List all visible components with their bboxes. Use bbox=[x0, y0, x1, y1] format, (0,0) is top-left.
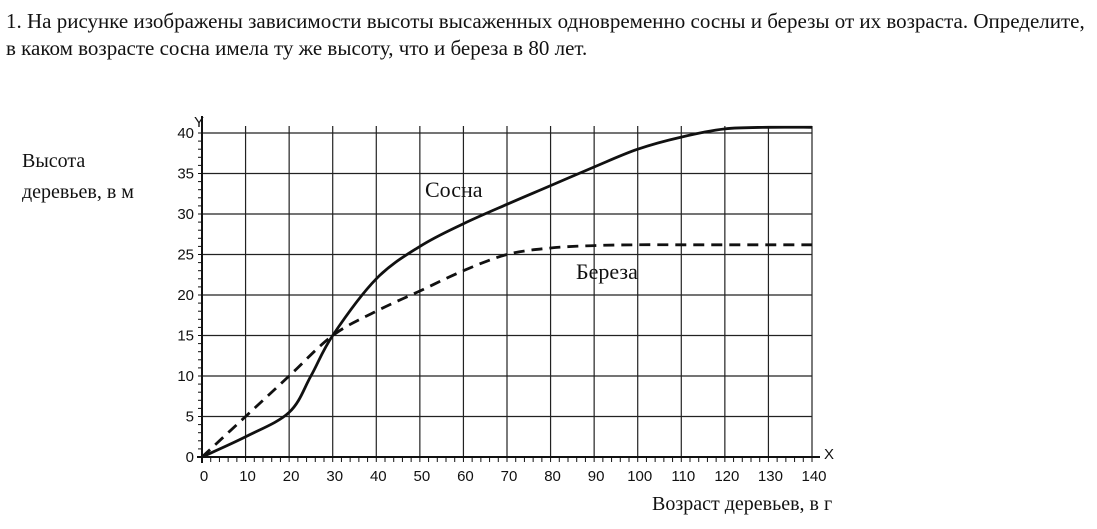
x-tick-label: 100 bbox=[627, 468, 653, 485]
x-tick-label: 90 bbox=[587, 468, 605, 485]
x-tick-label: 20 bbox=[282, 468, 300, 485]
y-tick-label: 10 bbox=[177, 368, 194, 385]
y-axis-label-line-1: Высота bbox=[22, 150, 86, 172]
series-label-pine: Сосна bbox=[425, 177, 483, 202]
y-tick-label: 0 bbox=[185, 449, 194, 466]
x-tick-label: 120 bbox=[714, 468, 740, 485]
y-axis-letter: Y bbox=[194, 114, 205, 131]
x-tick-label: 60 bbox=[457, 468, 474, 485]
y-tick-label: 35 bbox=[177, 165, 194, 183]
y-axis-label-line-2: деревьев, в м bbox=[22, 181, 134, 203]
x-tick-label: 50 bbox=[413, 468, 431, 485]
y-tick-label: 40 bbox=[177, 125, 194, 142]
x-tick-label: 0 bbox=[199, 468, 209, 485]
x-axis-letter: X bbox=[824, 446, 835, 463]
ticks bbox=[177, 125, 826, 485]
x-tick-label: 10 bbox=[239, 468, 256, 485]
x-tick-label: 80 bbox=[544, 468, 561, 485]
y-tick-label: 25 bbox=[177, 246, 194, 264]
x-tick-label: 40 bbox=[369, 468, 387, 485]
task-text: 1. На рисунке изображены зависимости высоты высаженных одновременно сосны и березы от их возраста. Определите, в каком возрасте сосна имела ту же высоту, что и береза в 80 лет. bbox=[6, 9, 1085, 60]
x-tick-label: 110 bbox=[671, 468, 696, 485]
labels bbox=[22, 114, 834, 515]
x-tick-label: 130 bbox=[757, 468, 783, 485]
y-tick-label: 20 bbox=[177, 287, 194, 304]
x-axis-label: Возраст деревьев, в г bbox=[652, 493, 833, 515]
x-tick-label: 30 bbox=[326, 468, 344, 485]
y-tick-label: 5 bbox=[185, 408, 194, 426]
y-tick-label: 30 bbox=[177, 206, 194, 223]
x-tick-label: 70 bbox=[500, 468, 518, 485]
series-label-birch: Береза bbox=[576, 259, 638, 284]
y-tick-label: 15 bbox=[177, 327, 194, 345]
x-tick-label: 140 bbox=[801, 468, 827, 485]
